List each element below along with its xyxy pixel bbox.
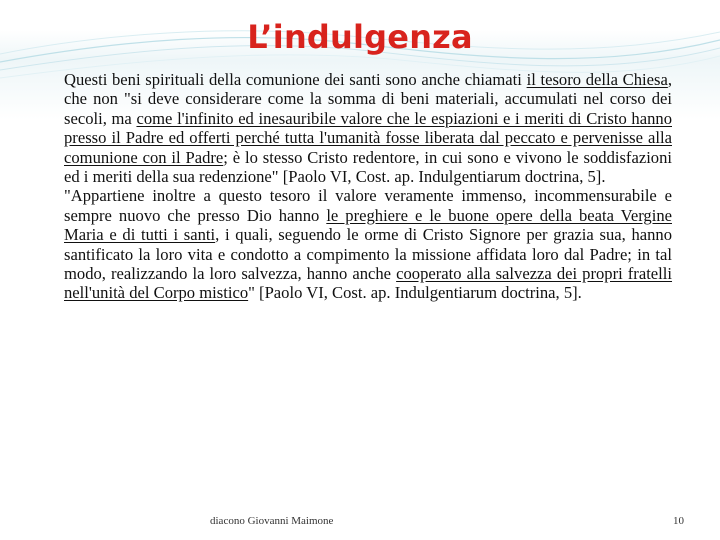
text-run: "Appartiene inoltre a questo tesoro il valore veramente immenso, incommensurabile e sempre nuovo che presso Dio hanno [64, 186, 672, 225]
paragraph-2 [64, 186, 672, 302]
slide-title: L’indulgenza [247, 18, 473, 56]
underlined-text: il tesoro della Chiesa [526, 70, 668, 89]
text-run: Questi beni spirituali della comunione dei santi sono anche chiamati [64, 70, 527, 89]
text-run: " [Paolo VI, Cost. ap. Indulgentiarum doctrina, 5]. [248, 283, 582, 303]
underlined-text: come l'infinito ed inesauribile valore che le espiazioni e i meriti di Cristo hanno presso il Padre ed offerti perché tutta l'umanità fosse liberata dal peccato e pervenisse alla comunione con il Padre [64, 108, 672, 167]
body-text [64, 70, 672, 303]
paragraph-1 [64, 70, 672, 186]
text-run: , che non "si deve considerare come la somma di beni materiali, accumulati nel corso dei secoli, ma [64, 70, 672, 128]
page-number: 10 [673, 515, 684, 527]
footer-author: diacono Giovanni Maimone [210, 515, 334, 527]
underlined-text: le preghiere e le buone opere della beata Vergine Maria e di tutti i santi [64, 205, 672, 245]
underlined-text: cooperato alla salvezza dei propri fratelli nell'unità del Corpo mistico [64, 264, 673, 303]
text-run: ; è lo stesso Cristo redentore, in cui sono e vivono le soddisfazioni ed i meriti della sua redenzione" [Paolo VI, Cost. ap. Indulgentiarum doctrina, 5]. [64, 147, 673, 187]
text-run: , i quali, seguendo le orme di Cristo Signore per grazia sua, hanno santificato la loro vita e condotto a compimento la missione affidata loro dal Padre; in tal modo, realizzando la loro salvezza, hanno anche [64, 225, 673, 284]
